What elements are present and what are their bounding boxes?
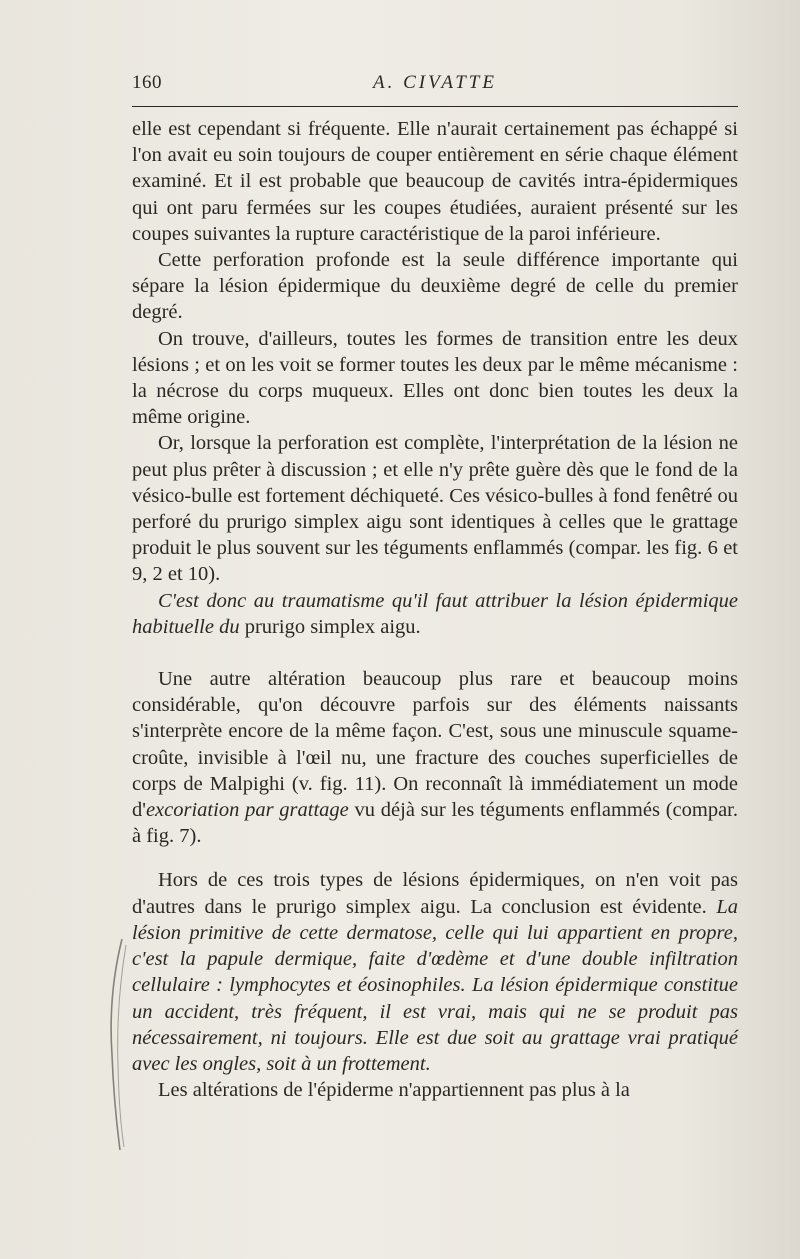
paragraph-2: Cette perforation profonde est la seule différence importante qui sépare la lésion épidermique du deuxième degré de celle du premier degré.: [132, 249, 738, 324]
body-text: [132, 116, 738, 1103]
page-header: [132, 72, 738, 102]
paragraph-8: Les altérations de l'épiderme n'appartiennent pas plus à la: [158, 1079, 630, 1102]
running-head: A. CIVATTE: [373, 72, 497, 93]
paragraph-4: Or, lorsque la perforation est complète, l'interprétation de la lésion ne peut plus prêter à discussion ; et elle n'y prête guère dès que le fond de la vésico-bulle est fortement déchiqueté. Ces vésico-bulles à fond fenêtré ou perforé du prurigo simplex aigu sont identiques à celles que le grattage produit le plus souvent sur les téguments enflammés (compar. les fig. 6 et 9, 2 et 10).: [132, 432, 738, 586]
paragraph-6-italic: excoriation par grattage: [145, 799, 349, 822]
paragraph-5-end: prurigo simplex aigu.: [239, 615, 421, 638]
paragraph-1: elle est cependant si fréquente. Elle n'aurait certainement pas échappé si l'on avait eu soin toujours de couper entièrement en série chaque élément examiné. Et il est probable que beaucoup de cavités intra-épidermiques qui ont paru fermées sur les coupes étudiées, auraient présenté sur les coupes suivantes la rupture caractéristique de la paroi inférieure.: [132, 118, 738, 245]
paragraph-7-italic: La lésion primitive de cette dermatose, celle qui lui appartient en propre, c'est la papule dermique, faite d'œdème et d'une double infiltration cellulaire : lymphocytes et éosinophiles. La lésion épidermique constitue un accident, très fréquent, il est vrai, mais qui ne se produit pas nécessairement, ni toujours. Elle est due soit au grattage vrai pratiqué avec les ongles, soit à un frottement.: [132, 895, 738, 1075]
header-rule: [132, 106, 738, 107]
pencil-margin-mark: [100, 935, 130, 1155]
page-number: 160: [132, 72, 162, 93]
paragraph-6: [132, 666, 738, 849]
section-gap: [132, 640, 738, 666]
paragraph-6-start: Une autre altération beaucoup plus rare et beaucoup moins considérable, qu'on découvre parfois sur des éléments naissants s'interprète encore de la même façon. C'est, sous une minuscule squame-croûte, invisible à l'œil nu, une fracture des couches superficielles de corps de Malpighi (v. fig. 11). On reconnaît là immédiatement un mode d': [132, 668, 738, 822]
paragraph-7-start: Hors de ces trois types de lésions épidermiques, on n'en voit pas d'autres dans le prurigo simplex aigu. La conclusion est évidente.: [132, 869, 738, 918]
section-gap-2: [132, 849, 738, 867]
paragraph-5-italic: C'est donc au traumatisme qu'il faut attribuer la lésion épidermique habituelle du: [132, 589, 738, 638]
paragraph-5: [132, 588, 738, 640]
paragraph-3: On trouve, d'ailleurs, toutes les formes de transition entre les deux lésions ; et on les voit se former toutes les deux par le même mécanisme : la nécrose du corps muqueux. Elles ont donc bien toutes les deux la même origine.: [132, 327, 738, 429]
paragraph-7: [132, 867, 738, 1077]
paragraph-6-end: vu déjà sur les téguments enflammés (compar. à fig. 7).: [132, 799, 738, 848]
